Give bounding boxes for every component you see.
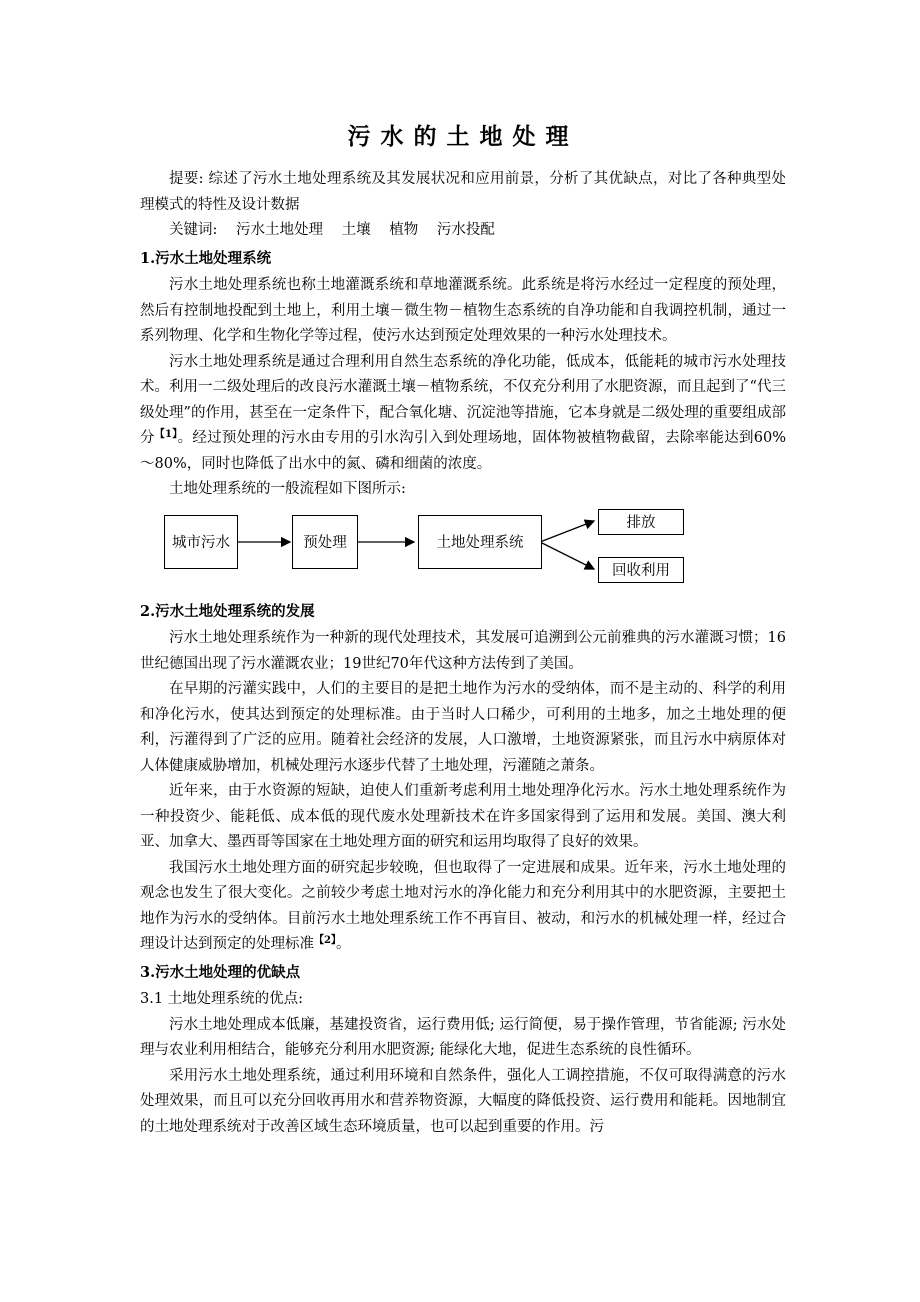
- subsection-3-1-heading: 3.1 土地处理系统的优点:: [140, 991, 304, 1007]
- section-2-paragraph: 在早期的污灌实践中，人们的主要目的是把土地作为污水的受纳体，而不是主动的、科学的利用和净化污水，使其达到预定的处理标准。由于当时人口稀少，可利用的土地多，加之土地处理的便利，污灌得到了广泛的应用。随着社会经济的发展，人口激增，土地资源紧张，而且污水中病原体对人体健康威胁增加，机械处理污水逐步代替了土地处理，污灌随之萧条。: [140, 681, 786, 774]
- flow-box-reuse: 回收利用: [598, 557, 684, 583]
- section-3-paragraph: 采用污水土地处理系统，通过利用环境和自然条件，强化人工调控措施，不仅可取得满意的污水处理效果，而且可以充分回收再用水和营养物资源，大幅度的降低投资、运行费用和能耗。因地制宜的土地处理系统对于改善区域生态环境质量，也可以起到重要的作用。污: [140, 1067, 786, 1135]
- citation-ref[interactable]: 【2】: [314, 935, 336, 946]
- paragraph-text: 污水土地处理系统是通过合理利用自然生态系统的净化功能，低成本，低能耗的城市污水处理技术。利用一二级处理后的改良污水灌溉土壤－植物系统，不仅充分利用了水肥资源，而且起到了“代三级处理”的作用，甚至在一定条件下，配合氧化塘、沉淀池等措施，它本身就是二级处理的重要组成部分: [140, 353, 786, 446]
- abstract: 提要: 综述了污水土地处理系统及其发展状况和应用前景，分析了其优缺点，对比了各种典型处理模式的特性及设计数据: [140, 171, 786, 213]
- keyword-item: 污水土地处理: [236, 222, 323, 238]
- flow-box-land-system: 土地处理系统: [418, 515, 542, 569]
- section-2-paragraph: 近年来，由于水资源的短缺，迫使人们重新考虑利用土地处理净化污水。污水土地处理系统作为一种投资少、能耗低、成本低的现代废水处理新技术在许多国家得到了运用和发展。美国、澳大利亚、加拿大、墨西哥等国家在土地处理方面的研究和运用均取得了良好的效果。: [140, 783, 786, 850]
- document-page: [140, 118, 786, 1140]
- section-1-paragraph: 污水土地处理系统也称土地灌溉系统和草地灌溉系统。此系统是将污水经过一定程度的预处理，然后有控制地投配到土地上，利用土壤－微生物－植物生态系统的自净功能和自我调控机制，通过一系列物理、化学和生物化学等过程，使污水达到预定处理效果的一种污水处理技术。: [140, 277, 786, 344]
- arrow-system-to-discharge: [540, 521, 594, 542]
- keyword-item: 污水投配: [436, 222, 495, 238]
- flow-box-discharge: 排放: [598, 509, 684, 535]
- paragraph-text: 。: [335, 936, 351, 952]
- paragraph-text: 。经过预处理的污水由专用的引水沟引入到处理场地，固体物被植物截留，去除率能达到60%～80%，同时也降低了出水中的氮、磷和细菌的浓度。: [140, 430, 786, 472]
- section-3-paragraph: 污水土地处理成本低廉，基建投资省，运行费用低; 运行简便，易于操作管理，节省能源; 污水处理与农业利用相结合，能够充分利用水肥资源; 能绿化大地，促进生态系统的良性循环。: [140, 1016, 786, 1058]
- section-1-paragraph: [140, 350, 786, 478]
- section-2-paragraph: 污水土地处理系统作为一种新的现代处理技术，其发展可追溯到公元前雅典的污水灌溉习惯；16世纪德国出现了污水灌溉农业；19世纪70年代这种方法传到了美国。: [140, 630, 786, 672]
- keyword-item: 植物: [389, 222, 419, 238]
- flow-diagram: [140, 509, 786, 591]
- citation-ref[interactable]: 【1】: [154, 429, 178, 440]
- section-1-heading: 1.污水土地处理系统: [140, 249, 272, 267]
- page-title: 污水的土地处理: [347, 123, 579, 150]
- section-3-heading: 3.污水土地处理的优缺点: [140, 963, 301, 981]
- flow-box-source: 城市污水: [164, 515, 238, 569]
- section-2-paragraph: [140, 856, 786, 958]
- paragraph-text: 我国污水土地处理方面的研究起步较晚，但也取得了一定进展和成果。近年来，污水土地处理的观念也发生了很大变化。之前较少考虑土地对污水的净化能力和充分利用其中的水肥资源，主要把土地作为污水的受纳体。目前污水土地处理系统工作不再盲目、被动，和污水的机械处理一样，经过合理设计达到预定的处理标准: [140, 859, 786, 952]
- section-2-heading: 2.污水土地处理系统的发展: [140, 602, 315, 620]
- keywords-line: [140, 218, 786, 244]
- keyword-item: 土壤: [341, 222, 371, 238]
- flow-box-pretreatment: 预处理: [292, 515, 358, 569]
- arrow-system-to-reuse: [540, 542, 594, 569]
- keywords-label: 关键词:: [169, 222, 218, 238]
- flow-intro: 土地处理系统的一般流程如下图所示:: [169, 481, 406, 497]
